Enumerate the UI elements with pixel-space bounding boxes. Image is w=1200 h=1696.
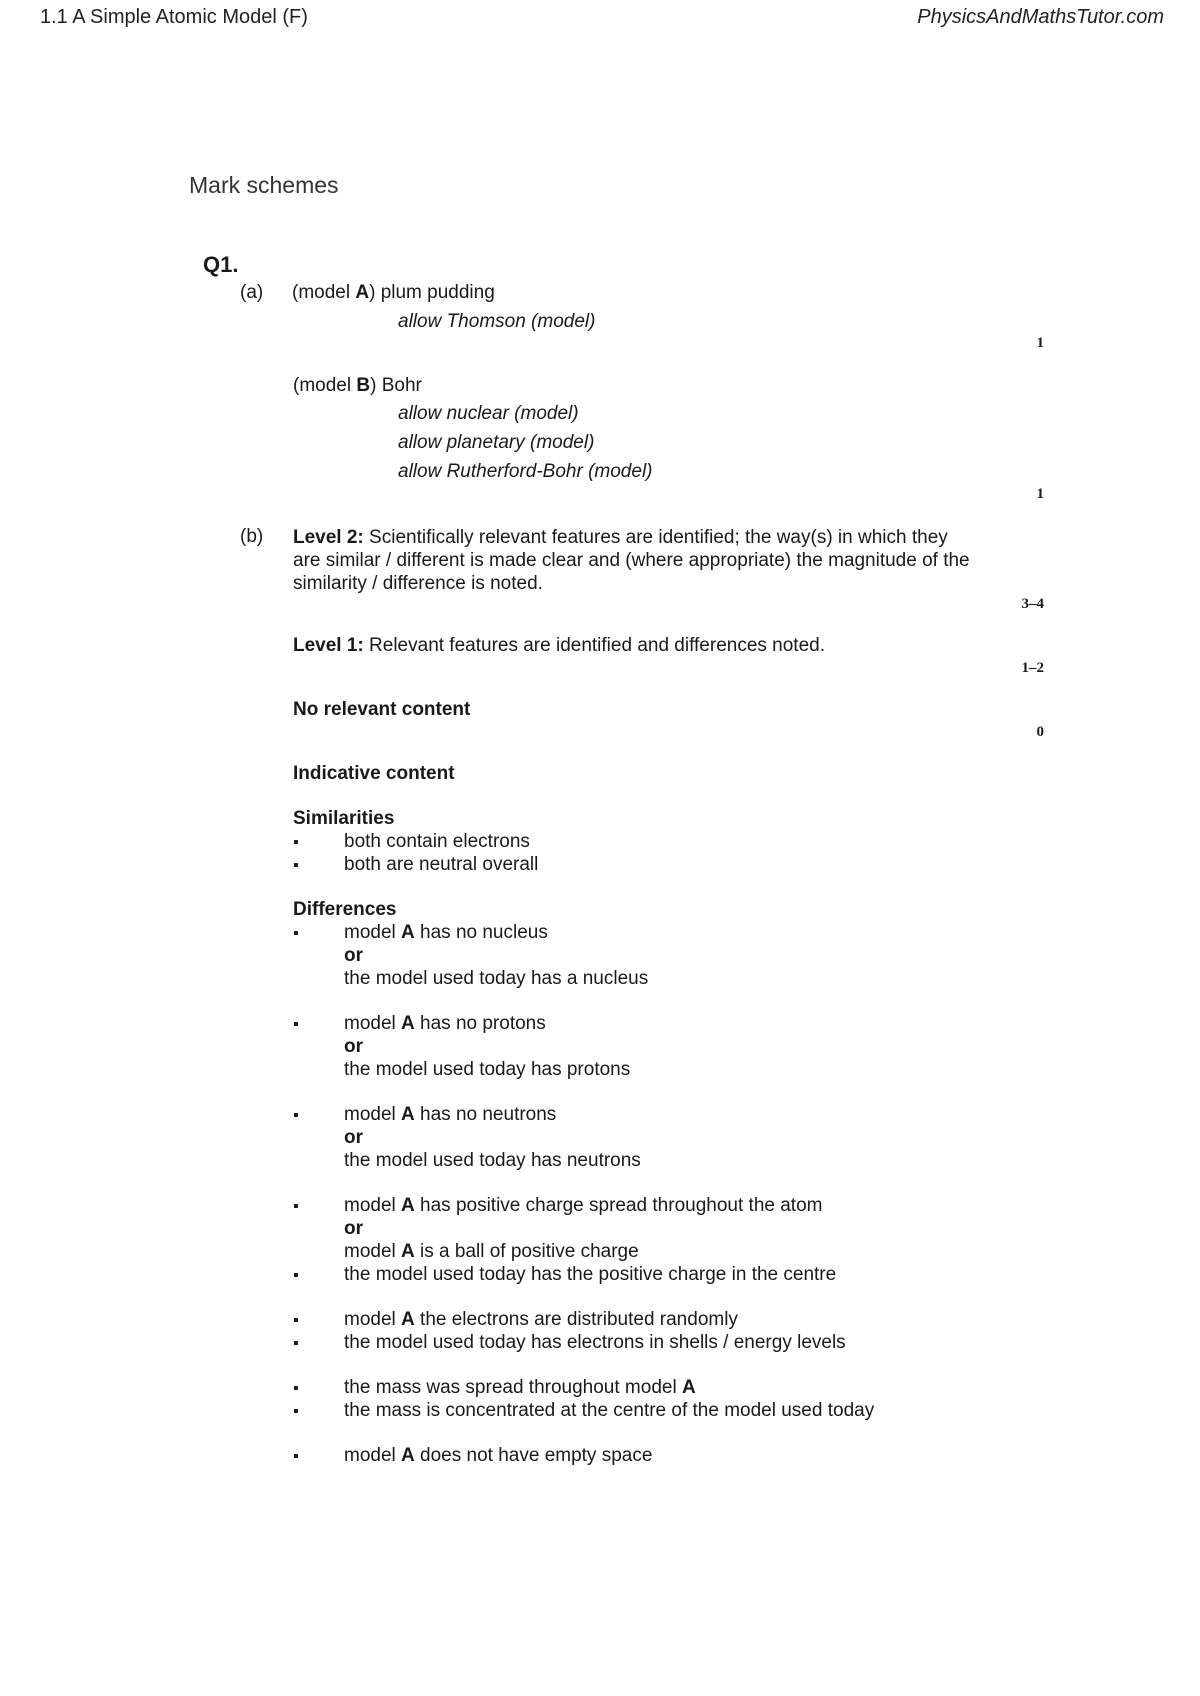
page-title: Mark schemes — [189, 172, 339, 198]
similarity-item: both contain electrons — [344, 831, 530, 852]
bullet: ▪ — [293, 1403, 299, 1420]
similarities-heading: Similarities — [293, 808, 395, 829]
difference-item: model A does not have empty space — [344, 1445, 653, 1466]
part-a-answer-b: (model B) Bohr — [293, 375, 422, 396]
or-connector: or — [344, 1218, 363, 1239]
bullet: ▪ — [293, 857, 299, 874]
bullet: ▪ — [293, 1380, 299, 1397]
bullet: ▪ — [293, 1267, 299, 1284]
part-a-label: (a) — [240, 282, 264, 303]
level-1-descriptor: Level 1: Relevant features are identified and differences noted. — [293, 635, 825, 656]
difference-item: the mass is concentrated at the centre of the model used today — [344, 1400, 875, 1421]
mark-value: 1 — [1036, 335, 1044, 351]
bullet: ▪ — [293, 1448, 299, 1465]
mark-value: 3–4 — [1021, 596, 1044, 612]
or-connector: or — [344, 945, 363, 966]
part-b-label: (b) — [240, 526, 264, 547]
bullet: ▪ — [293, 925, 299, 942]
header-site: PhysicsAndMathsTutor.com — [917, 6, 1164, 28]
allow-note: allow Rutherford-Bohr (model) — [398, 461, 653, 482]
mark-value: 1 — [1036, 486, 1044, 502]
header-title: 1.1 A Simple Atomic Model (F) — [40, 6, 308, 28]
difference-item: the model used today has electrons in shells / energy levels — [344, 1332, 846, 1353]
difference-item: model A the electrons are distributed randomly — [344, 1309, 738, 1330]
bullet: ▪ — [293, 1335, 299, 1352]
bullet: ▪ — [293, 1312, 299, 1329]
difference-item: model A has no nucleus — [344, 922, 548, 943]
bullet: ▪ — [293, 1107, 299, 1124]
similarity-item: both are neutral overall — [344, 854, 539, 875]
difference-item: model A is a ball of positive charge — [344, 1241, 639, 1262]
difference-item: model A has no protons — [344, 1013, 546, 1034]
difference-item: the model used today has the positive charge in the centre — [344, 1264, 837, 1285]
bullet: ▪ — [293, 1198, 299, 1215]
bullet: ▪ — [293, 834, 299, 851]
difference-item: model A has positive charge spread throughout the atom — [344, 1195, 823, 1216]
difference-item: the model used today has protons — [344, 1059, 631, 1080]
or-connector: or — [344, 1127, 363, 1148]
indicative-heading: Indicative content — [293, 763, 455, 784]
or-connector: or — [344, 1036, 363, 1057]
difference-item: model A has no neutrons — [344, 1104, 557, 1125]
bullet: ▪ — [293, 1016, 299, 1033]
mark-value: 0 — [1036, 724, 1044, 740]
differences-heading: Differences — [293, 899, 397, 920]
difference-item: the model used today has a nucleus — [344, 968, 649, 989]
difference-item: the model used today has neutrons — [344, 1150, 641, 1171]
allow-note: allow nuclear (model) — [398, 403, 579, 424]
difference-item: the mass was spread throughout model A — [344, 1377, 696, 1398]
question-number: Q1. — [203, 252, 239, 277]
part-a-answer-a: (model A) plum pudding — [292, 282, 495, 303]
mark-value: 1–2 — [1021, 660, 1044, 676]
allow-note: allow Thomson (model) — [398, 311, 596, 332]
allow-note: allow planetary (model) — [398, 432, 595, 453]
no-relevant-content: No relevant content — [293, 699, 471, 720]
level-2-descriptor: Level 2: Scientifically relevant features are identified; the way(s) in which they are similar / different is made clear and (where appropriate) the magnitude of the similarity / difference is noted. — [293, 527, 970, 594]
